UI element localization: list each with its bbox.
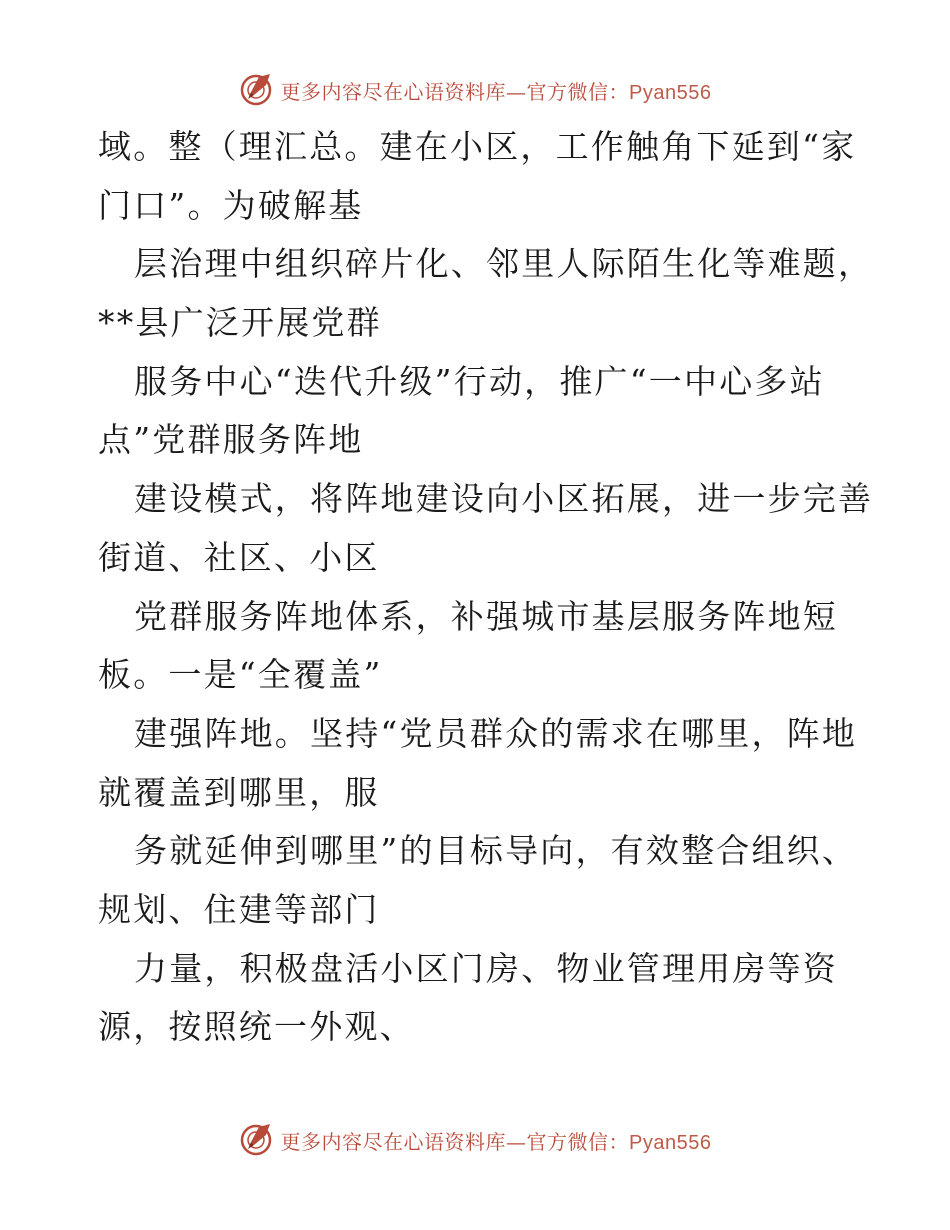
footer-banner-text [281, 1126, 712, 1155]
text-line: 源，按照统一外观、 [98, 1007, 415, 1047]
text-line: 力量，积极盘活小区门房、物业管理用房等资 [134, 948, 838, 988]
wechat-handle: Pyan556 [629, 1131, 712, 1154]
text-line: 点”党群服务阵地 [98, 420, 364, 460]
site-name: 更多内容尽在心语资料库 [280, 79, 507, 104]
banner-dash: — [506, 79, 527, 104]
pen-seal-icon [239, 1123, 273, 1157]
text-line: 建设模式，将阵地建设向小区拓展，进一步完善 [134, 479, 874, 519]
site-name: 更多内容尽在心语资料库 [280, 1129, 507, 1154]
text-line: 域。整（理汇总。建在小区，工作触角下延到“家 [98, 127, 857, 166]
text-line: 门口”。为破解基 [98, 185, 364, 225]
wechat-label: 官方微信： [526, 1129, 630, 1154]
header-banner [0, 70, 950, 110]
text-line: 规划、住建等部门 [98, 889, 380, 929]
text-line: 街道、社区、小区 [98, 537, 380, 577]
banner-dash: — [506, 1129, 527, 1154]
footer-banner [0, 1120, 950, 1160]
text-line: 服务中心“迭代升级”行动，推广“一中心多站 [134, 361, 825, 401]
wechat-handle: Pyan556 [629, 81, 712, 104]
pen-seal-icon [239, 73, 273, 107]
header-banner-text [281, 76, 712, 105]
wechat-label: 官方微信： [526, 79, 630, 104]
text-line: 就覆盖到哪里，服 [98, 772, 380, 812]
text-line: 板。一是“全覆盖” [98, 655, 383, 695]
text-line: 建强阵地。坚持“党员群众的需求在哪里，阵地 [134, 713, 858, 753]
text-line: 层治理中组织碎片化、邻里人际陌生化等难题， [134, 244, 874, 284]
text-line: **县广泛开展党群 [98, 303, 382, 343]
document-body [98, 118, 874, 1057]
text-line: 务就延伸到哪里”的目标导向，有效整合组织、 [134, 831, 858, 871]
text-line: 党群服务阵地体系，补强城市基层服务阵地短 [134, 596, 838, 636]
